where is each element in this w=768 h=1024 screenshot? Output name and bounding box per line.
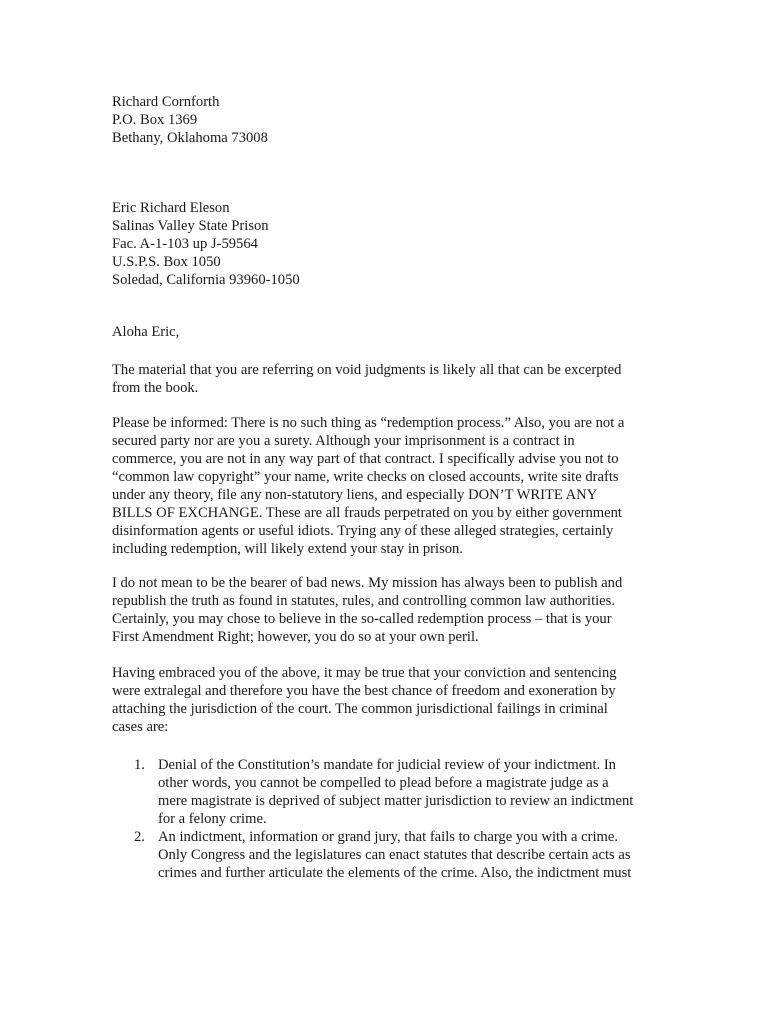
- list-item-line: crimes and further articulate the elements of the crime. Also, the indictment must: [158, 865, 632, 881]
- paragraph-line: Having embraced you of the above, it may be true that your conviction and sentencing: [112, 665, 617, 681]
- paragraph-line: disinformation agents or useful idiots. Trying any of these alleged strategies, certainly: [112, 523, 614, 539]
- sender-po-box: P.O. Box 1369: [112, 112, 198, 128]
- list-item-line: other words, you cannot be compelled to plead before a magistrate judge as a: [158, 775, 609, 791]
- paragraph-line: BILLS OF EXCHANGE. These are all frauds perpetrated on you by either government: [112, 505, 622, 521]
- paragraph-line: were extralegal and therefore you have the best chance of freedom and exoneration by: [112, 683, 616, 699]
- list-item: [112, 828, 652, 882]
- sender-city: Bethany, Oklahoma 73008: [112, 130, 268, 146]
- paragraph-line: Certainly, you may chose to believe in the so-called redemption process – that is your: [112, 611, 612, 627]
- paragraph-3: [112, 574, 652, 646]
- paragraph-line: secured party nor are you a surety. Although your imprisonment is a contract in: [112, 433, 575, 449]
- recipient-box: U.S.P.S. Box 1050: [112, 254, 221, 270]
- paragraph-1: [112, 361, 652, 397]
- paragraph-line: from the book.: [112, 380, 199, 396]
- recipient-city: Soledad, California 93960-1050: [112, 272, 300, 288]
- paragraph-line: under any theory, file any non-statutory liens, and especially DON’T WRITE ANY: [112, 487, 598, 503]
- list-item-line: for a felony crime.: [158, 811, 267, 827]
- recipient-address: [112, 199, 652, 289]
- recipient-name: Eric Richard Eleson: [112, 200, 230, 216]
- paragraph-line: The material that you are referring on void judgments is likely all that can be excerpted: [112, 362, 622, 378]
- paragraph-line: First Amendment Right; however, you do so at your own peril.: [112, 629, 479, 645]
- paragraph-line: cases are:: [112, 719, 169, 735]
- paragraph-line: I do not mean to be the bearer of bad news. My mission has always been to publish and: [112, 575, 623, 591]
- list-item: [112, 756, 652, 828]
- list-item-number: 2.: [134, 829, 145, 845]
- recipient-institution: Salinas Valley State Prison: [112, 218, 269, 234]
- paragraph-line: including redemption, will likely extend your stay in prison.: [112, 541, 464, 557]
- paragraph-line: “common law copyright” your name, write checks on closed accounts, write site drafts: [112, 469, 619, 485]
- paragraph-line: republish the truth as found in statutes, rules, and controlling common law authorities.: [112, 593, 615, 609]
- sender-address: [112, 93, 652, 147]
- paragraph-2: [112, 414, 652, 558]
- paragraph-4: [112, 664, 652, 736]
- paragraph-line: commerce, you are not in any way part of that contract. I specifically advise you not to: [112, 451, 619, 467]
- jurisdictional-failings-list: [112, 756, 652, 882]
- sender-name: Richard Cornforth: [112, 94, 220, 110]
- recipient-facility: Fac. A-1-103 up J-59564: [112, 236, 258, 252]
- list-item-line: An indictment, information or grand jury, that fails to charge you with a crime.: [158, 829, 618, 845]
- greeting-text: Aloha Eric,: [112, 324, 180, 340]
- paragraph-line: Please be informed: There is no such thing as “redemption process.” Also, you are not a: [112, 415, 625, 431]
- list-item-number: 1.: [134, 757, 145, 773]
- paragraph-line: attaching the jurisdiction of the court. The common jurisdictional failings in criminal: [112, 701, 608, 717]
- greeting: [112, 323, 652, 341]
- list-item-line: Only Congress and the legislatures can enact statutes that describe certain acts as: [158, 847, 631, 863]
- list-item-line: Denial of the Constitution’s mandate for judicial review of your indictment. In: [158, 757, 616, 773]
- list-item-line: mere magistrate is deprived of subject matter jurisdiction to review an indictment: [158, 793, 634, 809]
